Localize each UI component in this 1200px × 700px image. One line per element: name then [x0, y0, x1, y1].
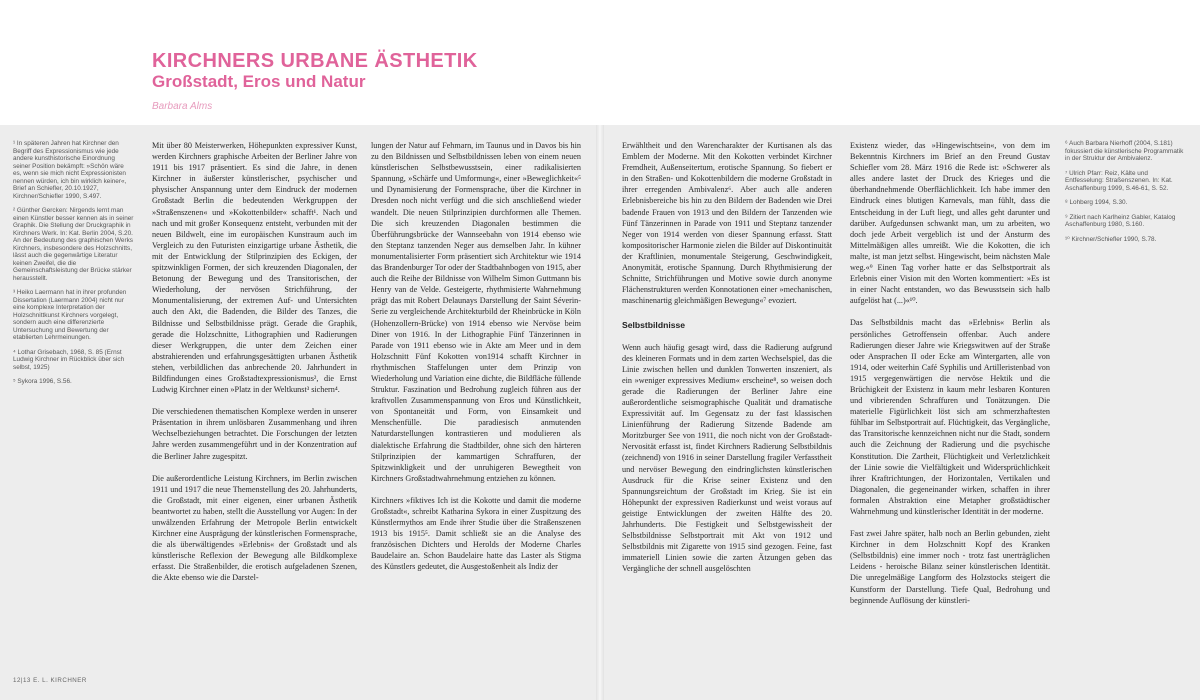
page-folio: 12|13 E. L. KIRCHNER [13, 677, 87, 684]
footnotes-left [13, 140, 134, 660]
footnote-3: ³ Heiko Laermann hat in ihrer profunden Dissertation (Laermann 2004) nicht nur eine komplexe Interpretation der Holzschnittkunst Kirchners vorgelegt, sondern auch eine differenzierte Untersuchung und Bewertung der etablierten Lehrmeinungen. [13, 289, 127, 341]
footnote-2: ² Günther Gercken: Nirgends lernt man einen Künstler besser kennen als in seiner Graphik. Die Stellung der Druckgraphik in Kirchners Werk. In: Kat. Berlin 2004, S.20. An der Bedeutung des graphischen Werks Kirchners, insbesondere des Holzschnitts, lässt auch die gegenwärtige Literatur keinen Zweifel, die die Gemeinschaftsleistung der Brücke stärker herausstellt. [13, 207, 134, 282]
right-page-header [600, 0, 1200, 125]
footnotes-right [1065, 140, 1187, 660]
article-subtitle: Großstadt, Eros und Natur [152, 72, 366, 91]
paragraph: Erwähltheit und den Warencharakter der Kurtisanen als das Emblem der Moderne. Mit den Kokotten verbindet Kirchner Fremdheit, Außenseitertum, erotische Spannung. So fiebert er in den Straßen- und Kokottenbildern die moderne Großstadt in ihrer erregenden Ambivalenz⁶. Aber auch alle anderen Erlebnisbereiche bis hin zu den Bildern der Badenden wie Drei badende Frauen von 1913 und den Bildern der Tanzenden wie Fünf Tänzerinnen in Parade von 1911 und Steptanz tanzender Neger von 1914 werden von dieser Spannung erfasst. Statt kompositorischer Harmonie zielen die Bilder auf Diskontinuität der Kraftlinien, monumentale Steigerung, Geschwindigkeit, Anonymität, erotische Spannung. Durch Rhythmisierung der Schnitte, Strichführungen und Motive sowie durch anonyme Flächenstrukturen werden Konnotationen einer »mechanischen, maschinenartig gleichmäßigen Bewegung«⁷ evoziert. [622, 141, 832, 306]
spread-gutter [596, 125, 604, 700]
text-column-4 [850, 140, 1050, 670]
paragraph: Die außerordentliche Leistung Kirchners, im Berlin zwischen 1911 und 1917 die neue Themenstellung des 20. Jahrhunderts, die Großstadt, mit einer eigenen, einer urbanen Ästhetik beantwortet zu haben, stellt die Ausstellung vor Augen: In der unwälzenden Erfahrung der Metropole Berlin entwickelt Kirchner eine Ausprägung der künstlerischen Formensprache, die als überwältigendes »Erlebnis« der Großstadt und als künstlerische Reflexion der Bewegung alle Bildkomplexe erfasst. Die Straßenbilder, die erotisch aufgeladenen Szenen, die Akte ebenso wie die Darstel- [152, 473, 357, 583]
footnote-6: ⁶ Auch Barbara Nierhoff (2004, S.181) fokussiert die künstlerische Programmatik in der Struktur der Ambivalenz. [1065, 140, 1184, 162]
article-author: Barbara Alms [152, 101, 213, 112]
article-title: KIRCHNERS URBANE ÄSTHETIK [152, 50, 478, 72]
footnote-8: ⁸ Lohberg 1994, S.30. [1065, 199, 1128, 206]
paragraph: Mit über 80 Meisterwerken, Höhepunkten expressiver Kunst, werden Kirchners graphische Arbeiten der Berliner Jahre von 1911 bis 1917 präsentiert. Es sind die Jahre, in denen Kirchner in äußerster künstlerischer, psychischer und physischer Anspannung unter dem Eindruck der modernen Großstadt Berlin die bedeutenden Werkgruppen der »Straßenszenen« und »Kokottenbilder« schafft¹. Nach und nach und mit großer Konsequenz entsteht, verbunden mit der neuen Bildwelt, eine im europäischen Kunstraum auch im Vergleich zu den Futuristen einzigartige urbane Ästhetik, die mit der Entwicklung der Stilprinzipien des Eckigen, der spitzwinkligen Formen, der sich kreuzenden Diagonalen, der Betonung der Bewegung und des Transitorischen, der Wiederholung, der nervösen Strichführung, der Monumentalisierung, der extremen Auf- und Untersichten auch den Akt, die Badenden, die Bilder des Tanzes, die Bildnisse und Selbstbildnisse prägt. Gerade die Graphik, gerade die Holzschnitte, Lithographien und Radierungen dieser Werkgruppen, die unter dem Zeichen einer abstrahierenden und erfahrungsgesättigten urbanen Ästhetik stehen, verbildlichen das anbrechende 20. Jahrhundert in Bildfindungen eines Großstadtexpressionismus², die Ernst Ludwig Kirchner einen »Platz in der Weltkunst³ sichern⁴. [152, 141, 357, 395]
paragraph: Kirchners »fiktives Ich ist die Kokotte und damit die moderne Großstadt«, schreibt Katharina Sykora in einer Zuspitzung des Künstlermythos am Ende ihrer Studie über die Straßenszenen 1913 bis 1915⁵. Damit schließt sie an die Analyse des französischen Dichters und Herolds der Moderne Charles Baudelaire an. Schon Baudelaire hatte das Laster als Stigma des Künstlers gedeutet, die Ausgestoßenheit als Indiz der [371, 495, 581, 572]
paragraph: lungen der Natur auf Fehmarn, im Taunus und in Davos bis hin zu den Bildnissen und Selbstbildnissen leben von einem neuen künstlerischen Selbstbewusstsein, einer radikalisierten Spannung, »Schärfe und Umformung«, einer »Beweglichkeit«⁵ und Dynamisierung der Formensprache, über die Kirchner in Dresden noch nicht verfügt und die sich anschließend wieder wandelt. Die neuen Stilprinzipien durchformen alle Themen. Die sich kreuzenden Diagonalen bestimmen die Überführungsbrücke der Wannseebahn von 1914 ebenso wie den Steptanz tanzenden Neger aus demselben Jahr. In kühner monumentalisierter Form präsentiert sich Architektur wie 1914 das Brandenburger Tor oder der Stadtbahnbogen von 1915, aber auch die Reihe der Bildnisse von Wilhelm Simon Guttmann bis Henry van de Velde. Gesteigerte, rhythmisierte Wahrnehmung prägt das mit Robert Delaunays Darstellung der Saint Séverin-Serie zu vergleichende Architekturbild der Rheinbrücke in Köln (Hohenzollern-Brücke) von 1914 ebenso wie Nervöse beim Diner von 1916. In der Lithographie Fünf Tänzerinnen in Parade von 1911 ebenso wie in Akte am Meer und in dem Holzschnitt Fünf Kokotten von1914 schafft Kirchner in rhythmischen Staffelungen unter dem Prinzip von Wiederholung und Variation eine dichte, die Bildfläche füllende Struktur. Faszination und Bedrohung zugleich führen aus der kraftvollen Zusammenspannung von Eros und Künstlichkeit, von Spontaneität und Form, von Einsamkeit und Menschenfülle. Die paradiesisch anmutenden Naturdarstellungen kontrastieren und modulieren als dialektische Erfahrung die Stadtbilder, ohne sich den härteren Stilprinzipien der kammartigen Schraffuren, der Spitzwinkligkeit und der unruhigeren Bewegtheit von Kirchners Großstadtwahrnehmung entziehen zu können. [371, 141, 581, 483]
footnote-4: ⁴ Lothar Grisebach, 1968, S. 85 (Ernst Ludwig Kirchner im Rückblick über sich selbst, 1925) [13, 348, 125, 371]
text-column-1 [152, 140, 357, 670]
footnote-1: ¹ In späteren Jahren hat Kirchner den Begriff des Expressionismus wie jede andere kunsthistorische Einordnung seiner Position bekämpft: »Schön wäre es, wenn sie mich nicht Expressionisten nennen würden, ich bin wirklich keiner«, Brief an Schiefler, 20.10.1927, Kirchner/Schiefler 1990, S.497. [13, 140, 127, 200]
paragraph: Wenn auch häufig gesagt wird, dass die Radierung aufgrund des kleineren Formats und in dem zarten Wechselspiel, das die Linie zwischen hellen und dunklen Tonwerten inszeniert, als ein »weniger expressives Medium« erscheine⁸, so weisen doch gerade die Radierungen der Berliner Jahre eine außerordentliche seismographische Qualität und dramatische Expressivität auf. Im Gegensatz zu der fast klassischen Linienführung der Radierung Sitzende Badende am Moritzburger See von 1911, die noch nicht von der Großstadt-Nervosität erfasst ist, findet Kirchners Radierung Selbstbildnis (zeichnend) von 1916 in seiner Darstellung fragiler Verfasstheit und nervöser Bewegung den eindringlichsten künstlerischen Ausdruck für die Krise seiner Existenz und den Spannungsreichtum der Großstadt im Krieg. Sie ist ein Höhepunkt der expressiven Radierkunst und weist voraus auf geistige Entwicklungen der zweiten Hälfte des 20. Jahrhunderts. Die Festigkeit und Selbstgewissheit der Selbstbildnisse Selbstportrait mit Akt von 1912 und Selbstbildnis mit Zigarette von 1915 sind gezogen. Feine, fast immateriell Linien sowie die zarten Ätzungen geben das Vergängliche der schnell ausgelöschten [622, 342, 832, 574]
text-column-2 [371, 140, 581, 670]
paragraph: Die verschiedenen thematischen Komplexe werden in unserer Präsentation in ihrem unlösbaren Zusammenhang und ihren Wechselbeziehungen betrachtet. Die Forschungen der letzten Jahre werden zusammengeführt und in der Konzentration auf die Berliner Jahre zugespitzt. [152, 407, 357, 461]
text-column-3 [622, 140, 832, 670]
paragraph: Fast zwei Jahre später, halb noch an Berlin gebunden, zieht Kirchner in dem Holzschnitt Kopf des Kranken (Selbstbildnis) eine immer noch - trotz fast unerträglichen Leidens - heroische Bilanz seiner künstlerischen Identität. Die unregelmäßige Langform des Holzstocks steigert die Kunstform der Darstellung. Tiefe Qual, Bedrohung und beginnende Auflösung der künstleri- [850, 529, 1050, 605]
footnote-5: ⁵ Sykora 1996, S.56. [13, 378, 72, 385]
paragraph: Existenz wieder, das »Hingewischtsein«, von dem im Bekenntnis Kirchners im Brief an den Freund Gustav Schiefler vom 28. März 1916 die Rede ist: »Schwerer als alles andere lastet der Druck des Krieges und die überhandnehmende Oberflächlichkeit. Ich habe immer den Eindruck eines blutigen Karnevals, man fühlt, dass die Entscheidung in der Luft liegt, und alles geht darunter und darüber. Aufgedunsen schwankt man, um zu arbeiten, wo doch jede Arbeit vergeblich ist und der Ansturm des Mittelmäßigen alles umreißt. Wie die Kokotten, die ich malte, ist man jetzt selbst. Hingewischt, beim nächsten Male weg.«⁹ Einen Tag vorher hatte er das Selbstportrait als Erlebnis einer Vision mit den Worten kommentiert: »Es ist in einer Nacht entstanden, wo das Bewusstsein sich halb aufgelöst hat (...)«¹⁰. [850, 141, 1050, 306]
section-heading-selbstbildnisse: Selbstbildnisse [622, 320, 686, 331]
footnote-9: ⁹ Zitiert nach Karlheinz Gabler, Katalog Aschaffenburg 1980, S.160. [1065, 213, 1176, 228]
paragraph: Das Selbstbildnis macht das »Erlebnis« Berlin als persönliches Getroffensein offenbar. Auch andere Radierungen dieser Jahre wie Kriegswitwen auf der Straße oder Ansprachen II oder Ecke am Wintergarten, alle von 1914, oder weiterhin Café Syphilis und Artilleristenbad von 1915 vergegenwärtigen die nervöse Hektik und die Brüchigkeit der Existenz in kaum mehr lesbaren Konturen und vibrierenden Schraffuren und Tonätzungen. Die materielle Figürlichkeit löst sich am schmerzhaftesten fühlbar im Selbstportrait auf. Flüchtigkeit, das Vergängliche, das Transitorische kennzeichnen nicht nur die Stadt, sondern auch die Zeichnung der Radierung und die psychische Konstitution. Die Zartheit, Flüchtigkeit und Verletzlichkeit der Linie sowie die Vielfältigkeit und Widersprüchlichkeit ihrer Kraftrichtungen, der Horizontalen, Vertikalen und Diagonalen, die gegeneinander wirken, schaffen in ihrer formalen Abstraktion eine Metapher großstädtischer Wahrnehmung und künstlerischer Identität in der moderne. [850, 318, 1050, 516]
footnote-7: ⁷ Ulrich Pfarr: Reiz, Kälte und Entfesselung: Straßenszenen. In: Kat. Aschaffenburg 1999, S.46-61, S. 52. [1065, 169, 1173, 192]
footnote-10: ¹⁰ Kirchner/Schiefler 1990, S.78. [1065, 235, 1157, 243]
